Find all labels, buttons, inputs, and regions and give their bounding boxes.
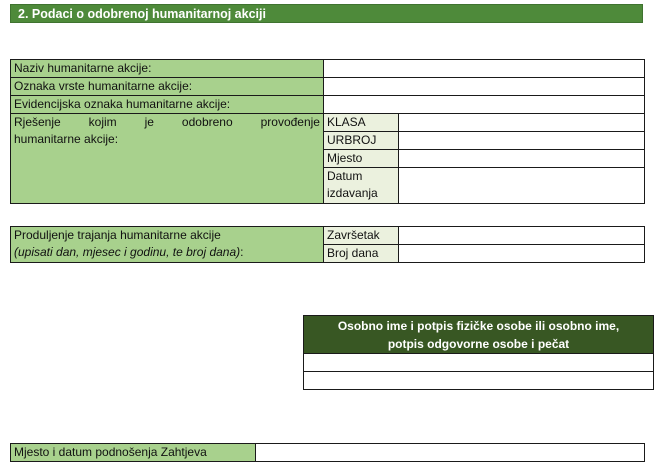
signature-header-line1: Osobno ime i potpis fizičke osobe ili osobno ime, xyxy=(337,318,620,333)
rjesenje-line1 xyxy=(14,114,320,131)
signature-table xyxy=(303,315,654,390)
rjesenje-word: odobreno xyxy=(181,115,233,129)
rjesenje-word: provođenje xyxy=(260,115,320,129)
broj-dana-label: Broj dana xyxy=(324,245,399,263)
section-title: 2. Podaci o odobrenoj humanitarnoj akciji xyxy=(10,4,643,23)
datum-label-line1: Datum xyxy=(327,169,363,183)
urbroj-label: URBROJ xyxy=(324,132,399,150)
rjesenje-label xyxy=(11,114,324,204)
mjesto-input[interactable] xyxy=(399,150,645,168)
oznaka-vrste-label: Oznaka vrste humanitarne akcije: xyxy=(11,78,324,96)
datum-label-line2: izdavanja xyxy=(327,186,378,200)
evidencijska-oznaka-input[interactable] xyxy=(324,96,645,114)
produljenje-title: Produljenje trajanja humanitarne akcije xyxy=(14,228,221,242)
signature-header-line2: potpis odgovorne osobe i pečat xyxy=(387,336,570,351)
extension-table xyxy=(10,226,645,263)
rjesenje-word: je xyxy=(144,115,154,129)
evidencijska-oznaka-label: Evidencijska oznaka humanitarne akcije: xyxy=(11,96,324,114)
signature-header xyxy=(304,316,654,354)
signature-field-1[interactable] xyxy=(304,354,654,372)
urbroj-input[interactable] xyxy=(399,132,645,150)
datum-izdavanja-input[interactable] xyxy=(399,168,645,204)
produljenje-colon: : xyxy=(240,245,244,259)
broj-dana-input[interactable] xyxy=(399,245,645,263)
datum-izdavanja-label xyxy=(324,168,399,204)
rjesenje-word: kojim xyxy=(88,115,117,129)
produljenje-note: (upisati dan, mjesec i godinu, te broj dana) xyxy=(14,245,241,259)
naziv-input[interactable] xyxy=(324,60,645,78)
signature-field-2[interactable] xyxy=(304,372,654,390)
klasa-label: KLASA xyxy=(324,114,399,132)
naziv-label: Naziv humanitarne akcije: xyxy=(11,60,324,78)
rjesenje-line2: humanitarne akcije: xyxy=(14,132,119,146)
produljenje-note-line xyxy=(14,244,320,261)
oznaka-vrste-input[interactable] xyxy=(324,78,645,96)
mjesto-label: Mjesto xyxy=(324,150,399,168)
klasa-input[interactable] xyxy=(399,114,645,132)
produljenje-label xyxy=(11,227,324,263)
rjesenje-word: Rješenje xyxy=(14,115,61,129)
zavrsetak-input[interactable] xyxy=(399,227,645,245)
zavrsetak-label: Završetak xyxy=(324,227,399,245)
submission-table xyxy=(10,443,645,462)
action-details-table xyxy=(10,59,645,204)
submission-input[interactable] xyxy=(256,444,645,462)
submission-label: Mjesto i datum podnošenja Zahtjeva xyxy=(11,444,256,462)
